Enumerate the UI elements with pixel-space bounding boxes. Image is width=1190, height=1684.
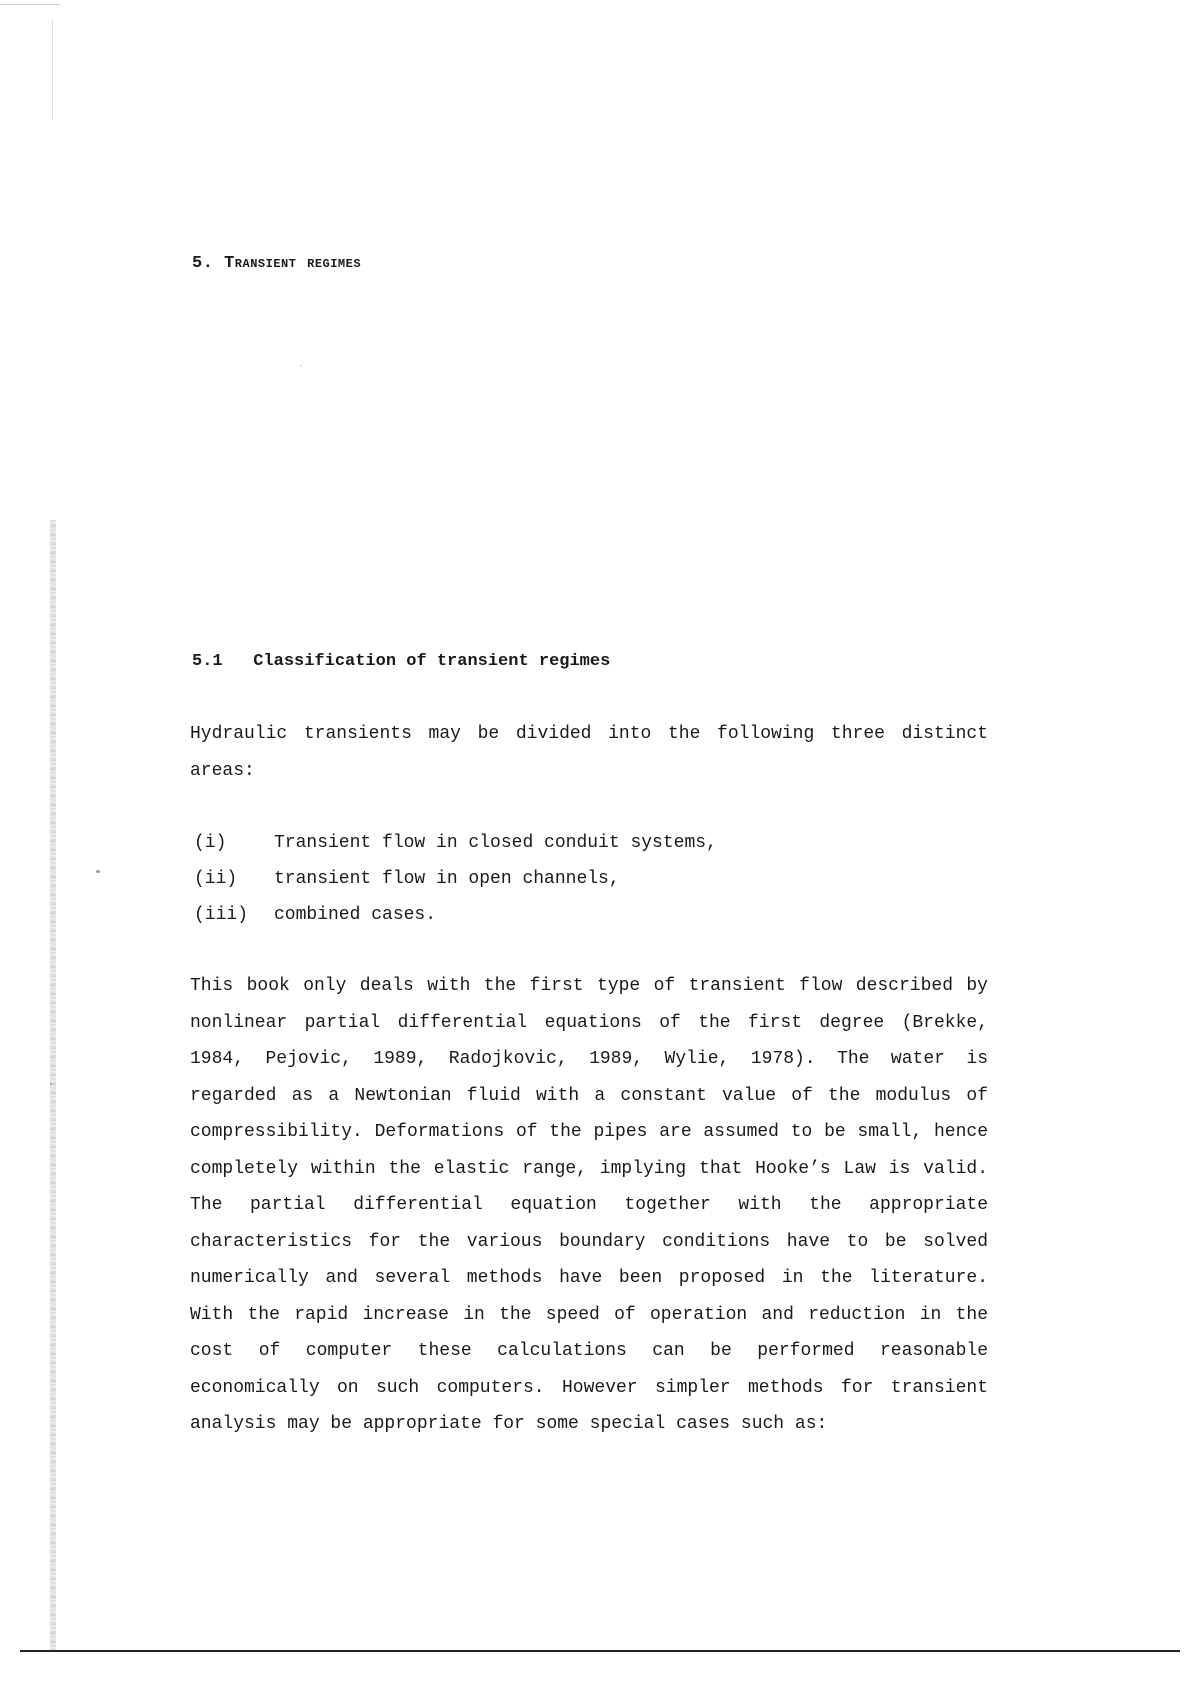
list-item-text: combined cases.	[274, 905, 437, 925]
scan-speck	[50, 1083, 52, 1085]
section-title: Classification of transient regimes	[253, 652, 611, 671]
list-item-text: Transient flow in closed conduit systems,	[274, 833, 717, 853]
section-number: 5.1	[192, 652, 223, 671]
scan-top-mark	[0, 4, 60, 5]
list-marker: (i)	[194, 833, 227, 853]
list-item-text: transient flow in open channels,	[274, 869, 620, 889]
list-marker: (iii)	[194, 905, 249, 925]
body-paragraph: This book only deals with the first type of transient flow described by nonlinear partial differential equations of the first degree (Brekke, 1984, Pejovic, 1989, Radojkovic, 1989, Wylie, 1978). The water is regarded as a Newtonian fluid with a constant value of the modulus of compressibility. Deformations of the pipes are assumed to be small, hence completely within the elastic range, implying that Hooke’s Law is valid. The partial differential equation together with the appropriate characteristics for the various boundary conditions have to be solved numerically and several methods have been proposed in the literature. With the rapid increase in the speed of operation and reduction in the cost of computer these calculations can be performed reasonable economically on such computers. However simpler methods for transient analysis may be appropriate for some special cases such as:	[190, 976, 988, 1434]
scan-speck	[300, 365, 302, 366]
intro-paragraph: Hydraulic transients may be divided into the following three distinct areas:	[190, 724, 988, 781]
transient-areas-list	[194, 825, 717, 933]
list-marker: (ii)	[194, 869, 238, 889]
list-item	[194, 861, 717, 897]
section-heading	[192, 652, 610, 671]
list-item	[194, 825, 717, 861]
scan-binding-edge	[50, 520, 56, 1650]
list-item	[194, 897, 717, 933]
scan-margin-line-top	[52, 20, 53, 120]
chapter-number: 5.	[192, 254, 214, 273]
chapter-heading	[192, 254, 361, 273]
chapter-title: Transient regimes	[224, 254, 362, 273]
page-footer-rule	[20, 1650, 1180, 1652]
scan-speck	[96, 870, 100, 873]
